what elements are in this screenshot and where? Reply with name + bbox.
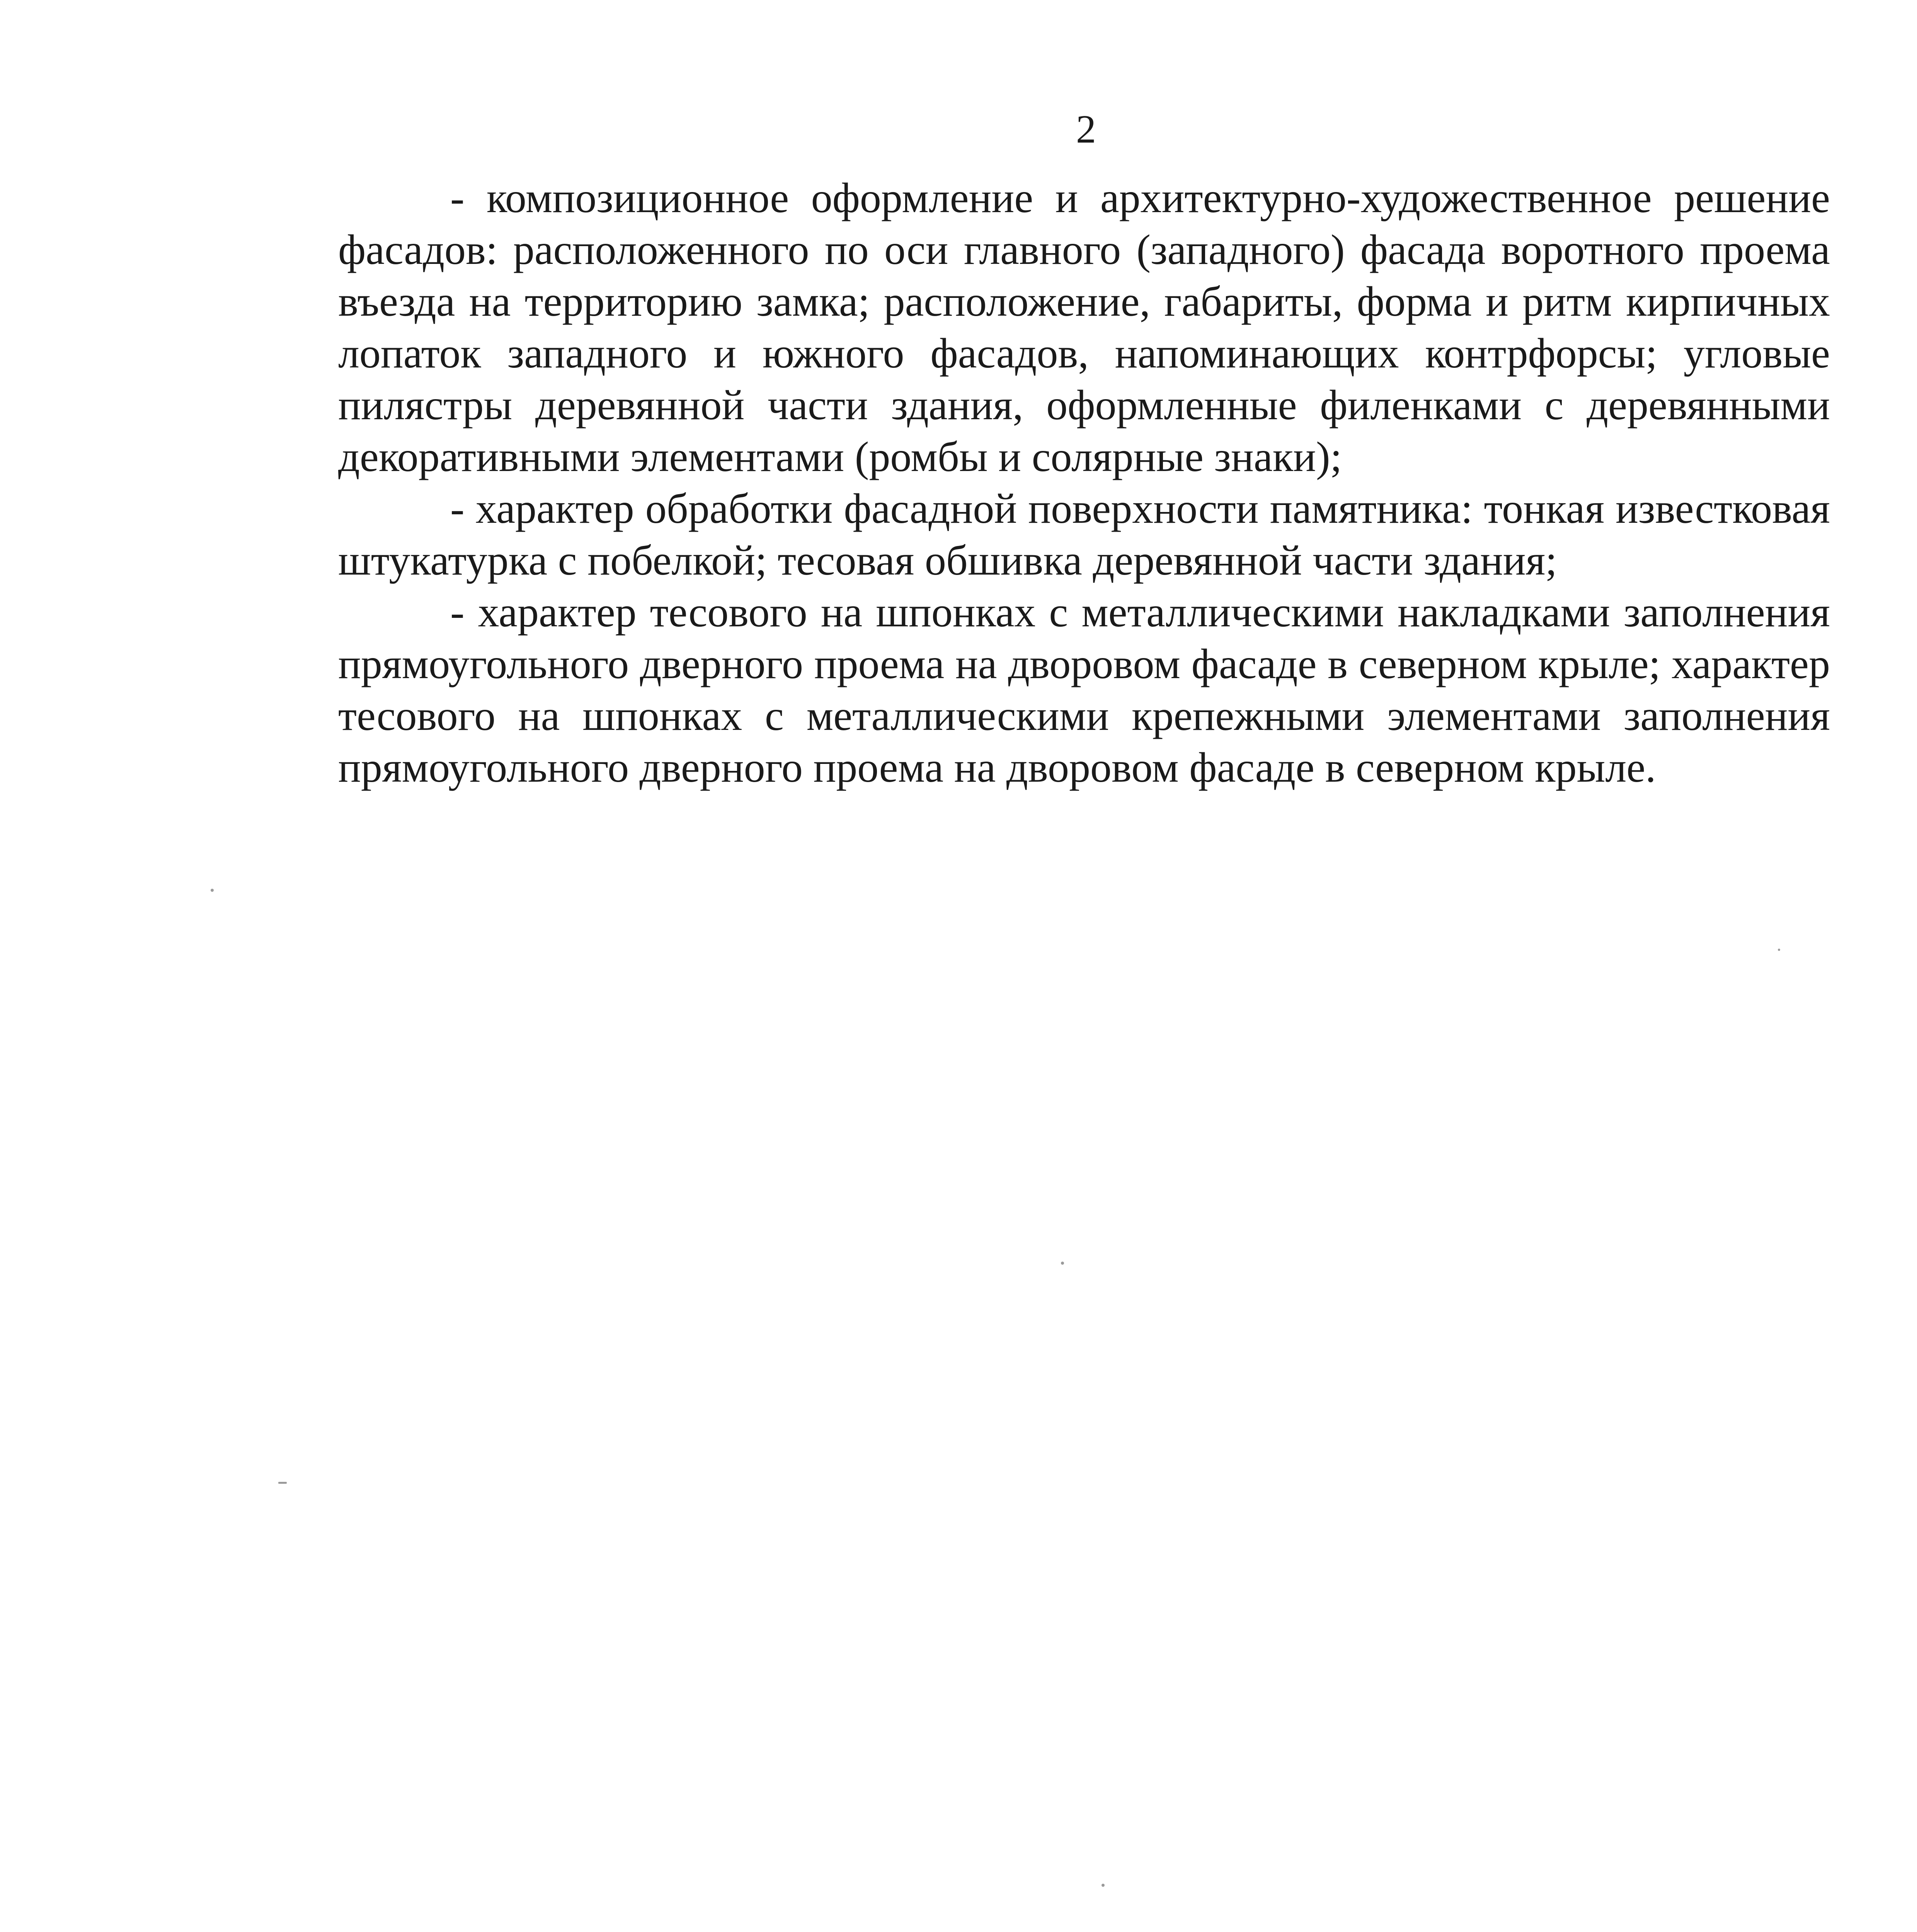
paragraph-door-filling: - характер тесового на шпонках с металлическими накладками заполнения прямоугольного дверного проема на дворовом фасаде в северном крыле; характер тесового на шпонках с металлическими крепежными элементами заполнения прямоугольного дверного проема на дворовом фасаде в северном крыле. [338,588,1830,791]
scan-speck [1102,1884,1105,1887]
scan-speck [211,889,214,892]
paragraph-surface-treatment: - характер обработки фасадной поверхности памятника: тонкая известковая штукатурка с побелкой; тесовая обшивка деревянной части здания; [338,485,1830,584]
scan-speck [1778,949,1780,951]
scan-speck [1061,1262,1064,1265]
scan-speck [278,1482,287,1484]
page-number: 2 [1076,107,1096,151]
paragraph-facade-composition: - композиционное оформление и архитектурно-художественное решение фасадов: расположенного по оси главного (западного) фасада воротного проема въезда на территорию замка; расположение, габариты, форма и ритм кирпичных лопаток западного и южного фасадов, напоминающих контрфорсы; угловые пилястры деревянной части здания, оформленные филенками с деревянными декоративными элементами (ромбы и солярные знаки); [338,174,1830,480]
document-body [338,172,1830,793]
